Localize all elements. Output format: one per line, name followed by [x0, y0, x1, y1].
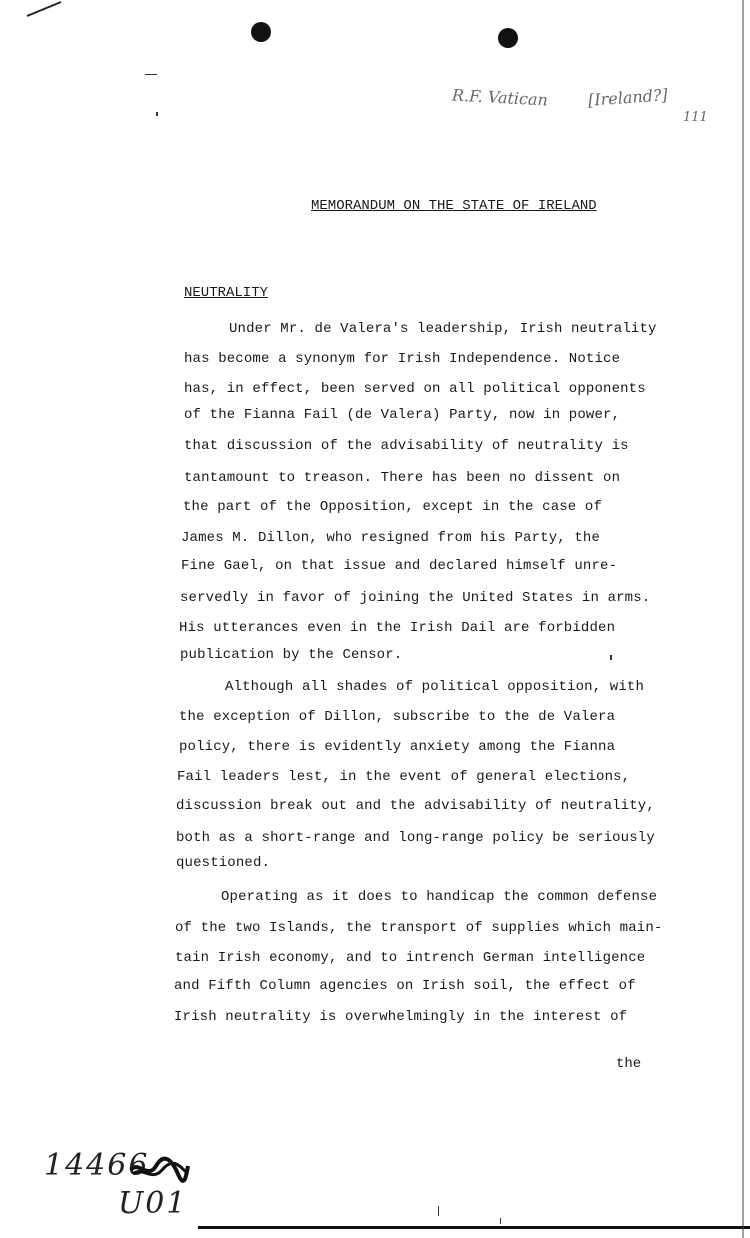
body-line: Fine Gael, on that issue and declared himself unre- [181, 558, 618, 574]
body-line: discussion break out and the advisability of neutrality, [176, 798, 655, 814]
catchword: the [616, 1056, 642, 1072]
speck [438, 1206, 439, 1216]
section-heading: NEUTRALITY [184, 285, 269, 301]
body-line: tain Irish economy, and to intrench German intelligence [175, 950, 646, 966]
speck [610, 655, 612, 660]
handwritten-note-far-right: 111 [683, 110, 708, 125]
body-line: questioned. [176, 855, 271, 871]
body-line: Although all shades of political opposition, with [225, 679, 645, 695]
body-line: Irish neutrality is overwhelmingly in the interest of [174, 1009, 628, 1025]
body-line: servedly in favor of joining the United States in arms. [180, 590, 651, 606]
corner-pen-stroke [25, 0, 65, 20]
body-line: James M. Dillon, who resigned from his Party, the [181, 530, 601, 546]
bottom-edge-line [198, 1226, 750, 1229]
speck [145, 74, 157, 75]
body-line: policy, there is evidently anxiety among the Fianna [179, 739, 616, 755]
body-line: His utterances even in the Irish Dail are forbidden [179, 620, 616, 636]
right-edge-line [742, 0, 744, 1238]
body-line: that discussion of the advisability of neutrality is [184, 438, 629, 454]
body-line: Operating as it does to handicap the common defense [221, 889, 658, 905]
handwritten-note-left: R.F. Vatican [451, 85, 549, 110]
handwritten-doc-suffix: U01 [118, 1186, 188, 1221]
body-line: tantamount to treason. There has been no dissent on [184, 470, 621, 486]
body-line: of the Fianna Fail (de Valera) Party, now in power, [184, 407, 621, 423]
body-line: the exception of Dillon, subscribe to the de Valera [179, 709, 616, 725]
body-line: has become a synonym for Irish Independence. Notice [184, 351, 621, 367]
body-line: and Fifth Column agencies on Irish soil, the effect of [174, 978, 636, 994]
handwritten-doc-number: 14466 [44, 1148, 150, 1183]
body-line: has, in effect, been served on all political opponents [184, 381, 646, 397]
punch-hole-right [498, 28, 518, 48]
body-line: publication by the Censor. [180, 647, 403, 663]
body-line: Fail leaders lest, in the event of general elections, [177, 769, 631, 785]
body-line: the part of the Opposition, except in the case of [183, 499, 603, 515]
scribble-mark [128, 1156, 190, 1184]
document-title: MEMORANDUM ON THE STATE OF IRELAND [311, 198, 597, 214]
body-line: both as a short-range and long-range policy be seriously [176, 830, 655, 846]
handwritten-note-right: [Ireland?] [587, 85, 669, 110]
speck [500, 1218, 501, 1224]
body-line: of the two Islands, the transport of supplies which main- [175, 920, 663, 936]
body-line: Under Mr. de Valera's leadership, Irish neutrality [229, 321, 657, 337]
speck [156, 112, 158, 116]
punch-hole-left [251, 22, 271, 42]
